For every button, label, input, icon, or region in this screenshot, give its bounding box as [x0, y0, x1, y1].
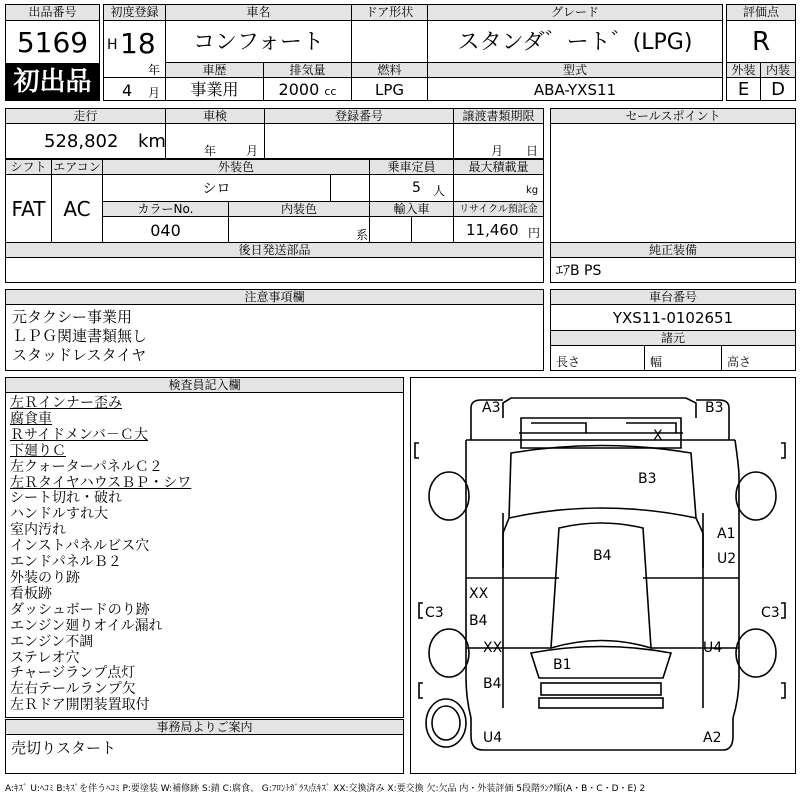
sales-point-label: セールスポイント: [550, 108, 796, 124]
recycle-unit: 円: [528, 226, 541, 240]
reg-month: 4: [122, 81, 133, 100]
shift: FAT: [5, 174, 52, 243]
inspector-item: シート切れ・破れ: [10, 490, 122, 507]
mileage-unit: km: [138, 131, 166, 152]
mark-u4-bottom: U4: [483, 730, 503, 746]
car-name: コンフォート: [165, 20, 352, 63]
ac-label: エアコン: [51, 159, 103, 175]
dims-label: 諸元: [550, 330, 796, 346]
later-parts: [5, 257, 544, 283]
length-label: 長さ: [556, 355, 581, 369]
mark-b3-top: B3: [705, 400, 724, 416]
displacement-unit: cc: [324, 85, 337, 98]
displacement-label: 排気量: [263, 62, 352, 78]
capacity-label: 乗車定員: [369, 159, 454, 175]
ac: AC: [51, 174, 103, 243]
mark-b4-left1: B4: [469, 613, 488, 629]
exterior-grade: E: [726, 77, 761, 101]
note-line: ＬＰＧ関連書類無し: [12, 327, 148, 345]
mark-u4-right: U4: [703, 640, 723, 656]
car-outline: [411, 378, 795, 773]
note-line: スタッドレスタイヤ: [12, 346, 147, 364]
max-load-unit: kg: [526, 185, 539, 196]
grade-label: グレード: [427, 4, 723, 21]
reg-year: 18: [120, 27, 156, 60]
reg-no-label: 登録番号: [264, 108, 454, 124]
capacity: [369, 174, 454, 202]
max-load-label: 最大積載量: [453, 159, 544, 175]
inspection-date: [165, 123, 265, 159]
inspector-item: インストパネルビス穴: [10, 538, 150, 555]
interior-grade: D: [760, 77, 796, 101]
first-listing-badge: 初出品: [5, 64, 100, 101]
inspector-item: 左ＲタイヤハウスＢＰ・シワ: [10, 474, 192, 491]
exterior-label: 外装: [726, 62, 761, 78]
sales-point-box: [550, 123, 796, 243]
inspector-item: 左Ｒドア開閉装置取付: [10, 697, 150, 714]
shift-label: シフト: [5, 159, 52, 175]
mark-c3-left: C3: [425, 605, 444, 621]
ext-color-extra: [330, 174, 370, 202]
ext-color-label: 外装色: [102, 159, 370, 175]
inspector-item: ダッシュボードのり跡: [10, 601, 150, 618]
inspector-item: エンジン廻りオイル漏れ: [10, 617, 163, 634]
inspector-item: チャージランプ点灯: [10, 665, 136, 682]
mark-xx-1: XX: [469, 586, 489, 602]
reg-no: [264, 123, 454, 159]
recycle-label: リサイクル預託金: [453, 201, 544, 217]
inspector-item: Ｒサイドメンバ－Ｃ大: [10, 426, 148, 443]
ext-color: シロ: [102, 174, 331, 202]
mark-b3-mid: B3: [638, 471, 657, 487]
int-color-unit: 系: [356, 228, 369, 242]
mileage: [5, 123, 166, 159]
inspector-item: 看板跡: [10, 585, 52, 602]
era: H: [107, 37, 118, 53]
inspector-item: 左Ｒインナー歪み: [10, 395, 122, 411]
mark-b4-center: B4: [593, 548, 612, 564]
int-color-label: 内装色: [228, 201, 370, 217]
mark-b1: B1: [553, 657, 572, 673]
model-label: 型式: [427, 62, 723, 78]
history-label: 車歴: [165, 62, 264, 78]
inspection-month-unit: 月: [246, 144, 259, 158]
max-load: [453, 174, 544, 202]
legend: A:ｷｽﾞ U:ﾍｺﾐ B:ｷｽﾞを伴うﾍｺﾐ P:要塗装 W:補修跡 S:錆 C:腐食、 G:ﾌﾛﾝﾄｶﾞﾗｽ点ｷｽﾞ XX:交換済み X:要交換 欠:欠品 内・外装評価 5段階ﾗﾝｸ順(A・B・C・D・E) 2: [5, 784, 646, 794]
recycle: [453, 216, 544, 243]
inspector-item: ハンドルすれ大: [10, 506, 108, 523]
mark-a2: A2: [703, 730, 722, 746]
int-color: [228, 216, 370, 243]
inspector-item: 外装のり跡: [10, 569, 80, 586]
door-label: ドア形状: [351, 4, 428, 21]
color-no-label: カラーNo.: [102, 201, 229, 217]
note-line: 元タクシー事業用: [12, 308, 133, 326]
later-parts-label: 後日発送部品: [5, 242, 544, 258]
transfer-day-unit: 日: [526, 144, 539, 158]
year-unit: 年: [148, 63, 161, 77]
inspector-item: 腐食車: [10, 410, 52, 427]
fuel: LPG: [351, 77, 428, 101]
genuine-label: 純正装備: [550, 242, 796, 258]
lot-no-label: 出品番号: [5, 4, 100, 21]
inspector-item: 室内汚れ: [10, 522, 66, 539]
inspector-label: 検査員記入欄: [5, 377, 404, 393]
dims-width: [644, 345, 722, 371]
inspector-item: エンジン不調: [10, 633, 94, 650]
recycle-value: 11,460: [466, 221, 519, 239]
mileage-value: 528,802: [44, 131, 119, 152]
dims-height: [721, 345, 796, 371]
interior-label: 内装: [760, 62, 796, 78]
transfer-label: 譲渡書類期限: [453, 108, 544, 124]
transfer-deadline: [453, 123, 544, 159]
capacity-unit: 人: [433, 184, 446, 198]
notes-box: [5, 304, 544, 371]
model: ABA-YXS11: [427, 77, 723, 101]
first-reg-label: 初度登録: [103, 4, 166, 21]
inspector-item: 左右テールランプ欠: [10, 681, 136, 698]
inspector-box: [5, 392, 404, 718]
month-unit: 月: [148, 86, 161, 100]
mark-xx-2: XX: [483, 640, 503, 656]
import-label: 輸入車: [369, 201, 454, 217]
inspection-label: 車検: [165, 108, 265, 124]
capacity-value: 5: [412, 180, 421, 196]
height-label: 高さ: [727, 355, 752, 369]
chassis-label: 車台番号: [550, 289, 796, 305]
first-reg-month: [103, 77, 166, 101]
mark-a3: A3: [482, 400, 501, 416]
inspector-list: [10, 396, 403, 714]
inspector-item: ステレオ穴: [10, 649, 80, 666]
color-no: 040: [102, 216, 229, 243]
transfer-month-unit: 月: [491, 144, 504, 158]
score-label: 評価点: [726, 4, 796, 21]
mark-u2: U2: [717, 551, 737, 567]
import-divider: [411, 216, 412, 243]
dims-length: [550, 345, 645, 371]
office-box: 売切りスタート: [5, 734, 404, 774]
displacement-value: 2000: [278, 80, 320, 99]
chassis-no: YXS11-0102651: [550, 304, 796, 331]
first-reg-year: [103, 20, 166, 78]
notes-label: 注意事項欄: [5, 289, 544, 305]
mark-x-top: X: [653, 428, 663, 444]
grade: スタンダ゛ート゛(LPG): [427, 20, 723, 63]
displacement: [263, 77, 352, 101]
door-value: [351, 20, 428, 63]
mark-c3-right: C3: [761, 605, 780, 621]
mark-b4-left2: B4: [483, 676, 502, 692]
lot-no: 5169: [5, 20, 100, 64]
mileage-label: 走行: [5, 108, 166, 124]
history: 事業用: [165, 77, 264, 101]
inspector-item: 下廻りＣ: [10, 442, 66, 459]
width-label: 幅: [650, 355, 663, 369]
inspector-item: 左クォーターパネルＣ２: [10, 458, 163, 475]
fuel-label: 燃料: [351, 62, 428, 78]
damage-diagram: [410, 377, 796, 774]
score: R: [726, 20, 796, 63]
mark-a1: A1: [717, 526, 736, 542]
inspector-item: エンドパネルＢ２: [10, 554, 122, 571]
car-name-label: 車名: [165, 4, 352, 21]
office-label: 事務局よりご案内: [5, 719, 404, 735]
inspection-year-unit: 年: [204, 144, 217, 158]
genuine-equipment: ｴｱB PS: [550, 257, 796, 283]
